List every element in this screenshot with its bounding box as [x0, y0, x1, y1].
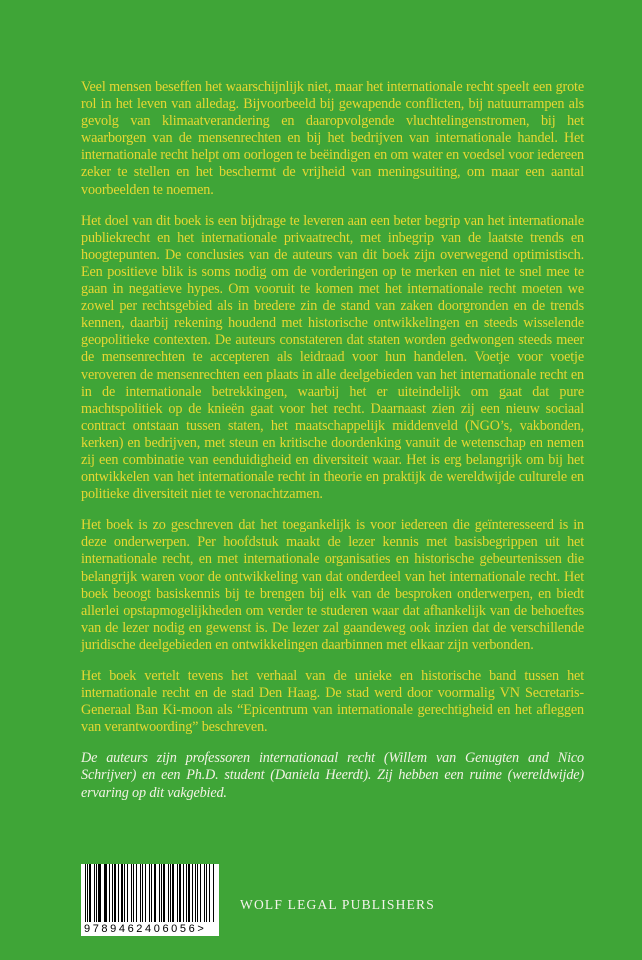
- paragraph-intro: Veel mensen beseffen het waarschijnlijk niet, maar het internationale recht speelt een grote rol in het leven van alledag. Bijvoorbeeld bij gewapende conflicten, bij natuurrampen als gevolg van klimaatverandering en daaropvolgende vluchtelingenstromen, bij het waarborgen van de mensenrechten en bij het bedrijven van internationale handel. Het internationale recht helpt om oorlogen te beëindigen en om water en voedsel voor iedereen zeker te stellen en het beschermt de vrijheid van meningsuiting, om maar een aantal voorbeelden te noemen.: [81, 79, 584, 198]
- barcode-bar: [168, 864, 169, 922]
- authors-note: De auteurs zijn professoren internationaal recht (Willem van Genugten and Nico Schrijver) en een Ph.D. student (Daniela Heerdt). Zij hebben een ruime (wereldwijde) ervaring op dit vakgebied.: [81, 750, 584, 801]
- barcode-bar: [170, 864, 171, 922]
- barcode-bar: [179, 864, 181, 922]
- barcode-bar: [200, 864, 201, 922]
- barcode-bar: [105, 864, 106, 922]
- barcode-bar: [142, 864, 143, 922]
- isbn-number: 9789462406056>: [84, 923, 207, 935]
- barcode-bars: [85, 864, 215, 922]
- barcode-bar: [96, 864, 97, 922]
- barcode-bar: [87, 864, 88, 922]
- barcode-bar: [114, 864, 115, 922]
- barcode-bar: [154, 864, 156, 922]
- barcode-bar: [131, 864, 132, 922]
- barcode-bar: [140, 864, 141, 922]
- barcode-bar: [213, 864, 214, 922]
- barcode-bar: [188, 864, 189, 922]
- barcode-bar: [195, 864, 196, 922]
- barcode-bar: [177, 864, 178, 922]
- barcode-bar: [183, 864, 184, 922]
- barcode-bar: [206, 864, 207, 922]
- barcode-bar: [121, 864, 123, 922]
- back-cover-text: [81, 79, 584, 816]
- barcode-bar: [85, 864, 86, 922]
- paragraph-den-haag: Het boek vertelt tevens het verhaal van de unieke en historische band tussen het internationale recht en de stad Den Haag. De stad werd door voormalig VN Secretaris-Generaal Ban Ki-moon als “Epicentrum van internationale gerechtigheid en het afleggen van verantwoording” beschreven.: [81, 668, 584, 736]
- barcode-bar: [192, 864, 193, 922]
- barcode-bar: [204, 864, 205, 922]
- barcode-bar: [163, 864, 164, 922]
- isbn-barcode: [81, 864, 219, 936]
- barcode-bar: [159, 864, 160, 922]
- barcode-bar: [98, 864, 100, 922]
- barcode-bar: [161, 864, 162, 922]
- publisher-logo: WOLF LEGAL PUBLISHERS: [240, 897, 435, 912]
- barcode-bar: [209, 864, 210, 922]
- barcode-bar: [89, 864, 90, 922]
- barcode-bar: [94, 864, 95, 922]
- barcode-bar: [104, 864, 105, 922]
- barcode-bar: [151, 864, 152, 922]
- barcode-bar: [118, 864, 119, 922]
- barcode-bar: [136, 864, 137, 922]
- barcode-bar: [127, 864, 128, 922]
- barcode-bar: [133, 864, 134, 922]
- paragraph-audience: Het boek is zo geschreven dat het toegankelijk is voor iedereen die geïnteresseerd is in deze onderwerpen. Per hoofdstuk maakt de lezer kennis met basisbegrippen uit het internationale recht, en met internationale organisaties en historische gebeurtenissen die belangrijk waren voor de ontwikkeling van dat onderdeel van het internationale recht. Het boek beoogt basiskennis bij te brengen bij elk van de besproken onderwerpen, en biedt allerlei opstapmogelijkheden om verder te studeren waar dat afhankelijk van de behoeftes van de lezer nodig en gewenst is. De lezer zal gaandeweg ook inzien dat de verschillende juridische deelgebieden en ontwikkelingen daarbinnen met elkaar zijn verbonden.: [81, 517, 584, 653]
- barcode-bar: [172, 864, 173, 922]
- barcode-bar: [186, 864, 187, 922]
- barcode-bar: [145, 864, 146, 922]
- barcode-bar: [109, 864, 110, 922]
- barcode-bar: [124, 864, 125, 922]
- barcode-bar: [112, 864, 113, 922]
- paragraph-goal: Het doel van dit boek is een bijdrage te leveren aan een beter begrip van het internationale publiekrecht en het internationale privaatrecht, met inbegrip van de laatste trends en hoogtepunten. De conclusies van de auteurs van dit boek zijn overwegend optimistisch. Een positieve blik is soms nodig om de vorderingen op te merken en niet te snel mee te gaan in negatieve hypes. Om vooruit te komen met het internationale recht moeten we zowel per rechtsgebied als in bredere zin de stand van zaken doorgronden en de trends kennen, daarbij rekening houdend met historische ontwikkelingen en steeds wisselende geopolitieke contexten. De auteurs constateren dat staten worden gedwongen steeds meer de mensenrechten te accepteren als leidraad voor hun handelen. Voetje voor voetje veroveren de mensenrechten een plaats in alle deelgebieden van het internationale recht en in de internationale betrekkingen, waarbij het er uiteindelijk om gaat dat pure machtspolitiek op de knieën gaat voor het recht. Daarnaast zien zij een nieuw sociaal contract ontstaan tussen staten, het maatschappelijk middenveld (NGO’s, vakbonden, kerken) en bedrijven, met steun en kritische doordenking vanuit de wetenschap en nemen zij een combinatie van eenduidigheid en diversiteit waar. Het is erg belangrijk om bij het ontwikkelen van het internationale recht in theorie en praktijk de wereldwijde culturele en politieke diversiteit niet te veronachtzamen.: [81, 212, 584, 503]
- barcode-bar: [149, 864, 150, 922]
- barcode-bar: [197, 864, 198, 922]
